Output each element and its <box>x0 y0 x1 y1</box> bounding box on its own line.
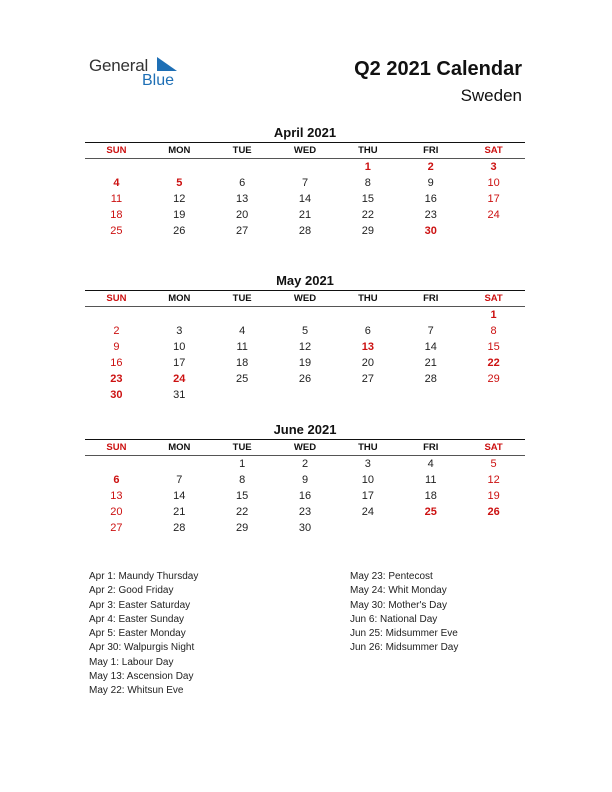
holiday-item: Jun 6: National Day <box>350 613 438 625</box>
day-cell: 9 <box>113 341 120 353</box>
weekday-fri: FRI <box>423 442 439 453</box>
empty-cell <box>399 387 462 403</box>
holiday-item: Apr 3: Easter Saturday <box>89 599 191 611</box>
holiday-item: Apr 1: Maundy Thursday <box>89 571 199 582</box>
day-cell: 12 <box>298 341 312 353</box>
day-cell: 14 <box>424 341 437 353</box>
week-row <box>85 387 525 403</box>
country-name: Sweden <box>460 86 522 105</box>
month-title: June 2021 <box>273 422 337 437</box>
weekday-wed: WED <box>293 293 317 304</box>
day-cell: 17 <box>361 490 374 502</box>
day-cell: 23 <box>424 209 437 221</box>
day-cell: 21 <box>173 506 186 518</box>
day-cell: 8 <box>490 325 497 337</box>
day-cell: 21 <box>424 357 437 369</box>
month-june <box>85 422 525 536</box>
day-cell: 4 <box>239 325 246 337</box>
day-cell: 31 <box>173 389 186 401</box>
holiday-item: May 22: Whitsun Eve <box>89 685 184 697</box>
day-cell: 29 <box>361 225 374 237</box>
day-cell: 20 <box>361 357 374 369</box>
weekday-mon: MON <box>168 145 191 156</box>
day-cell: 24 <box>361 506 374 518</box>
day-cell: 10 <box>173 341 186 353</box>
day-cell: 24 <box>487 209 500 221</box>
empty-cell <box>148 159 211 175</box>
holiday-item: May 24: Whit Monday <box>350 585 447 597</box>
brand-logo <box>89 56 175 89</box>
day-cell: 22 <box>236 506 249 518</box>
day-cell: 15 <box>487 341 500 353</box>
day-cell: 23 <box>110 373 123 385</box>
day-cell: 7 <box>176 474 183 486</box>
day-cell: 1 <box>364 161 371 173</box>
holiday-item: May 30: Mother's Day <box>350 599 447 611</box>
day-cell: 24 <box>173 373 186 385</box>
weekday-wed: WED <box>293 442 317 453</box>
day-cell: 18 <box>110 209 123 221</box>
flag-icon <box>157 57 177 73</box>
weekday-tue: TUE <box>232 293 252 304</box>
day-cell: 16 <box>424 193 437 205</box>
day-cell: 19 <box>487 490 500 502</box>
day-cell: 19 <box>173 209 186 221</box>
empty-cell <box>85 159 148 175</box>
week-row <box>85 339 525 355</box>
holiday-item: Apr 4: Easter Sunday <box>89 613 185 625</box>
weekday-mon: MON <box>168 442 191 453</box>
holiday-list-right <box>350 570 458 656</box>
empty-cell <box>399 307 462 323</box>
holiday-list-left <box>89 570 198 699</box>
week-row <box>85 472 525 488</box>
empty-cell <box>148 307 211 323</box>
day-cell: 11 <box>110 193 123 205</box>
day-cell: 26 <box>487 506 500 518</box>
day-cell: 10 <box>361 474 374 486</box>
day-cell: 21 <box>298 209 312 221</box>
day-cell: 12 <box>173 193 186 205</box>
holiday-item: Jun 25: Midsummer Eve <box>350 628 458 640</box>
day-cell: 26 <box>173 225 186 237</box>
day-cell: 17 <box>487 193 500 205</box>
day-cell: 13 <box>361 341 374 353</box>
day-cell: 25 <box>236 373 249 385</box>
day-cell: 22 <box>361 209 374 221</box>
day-cell: 10 <box>487 177 500 189</box>
holiday-item: May 23: Pentecost <box>350 571 433 582</box>
weekday-fri: FRI <box>423 145 439 156</box>
weekday-mon: MON <box>168 293 191 304</box>
weekday-tue: TUE <box>232 145 252 156</box>
week-row <box>85 504 525 520</box>
day-cell: 19 <box>298 357 312 369</box>
week-row <box>85 207 525 223</box>
weekday-header-row <box>85 440 525 456</box>
day-cell: 4 <box>427 458 434 470</box>
weekday-thu: THU <box>358 442 378 453</box>
month-may <box>85 273 525 403</box>
holiday-item: Apr 5: Easter Monday <box>89 628 186 640</box>
week-row <box>85 520 525 536</box>
week-row <box>85 191 525 207</box>
day-cell: 13 <box>236 193 249 205</box>
day-cell: 29 <box>487 373 500 385</box>
day-cell: 6 <box>239 177 246 189</box>
day-cell: 7 <box>427 325 434 337</box>
day-cell: 30 <box>424 225 437 237</box>
day-cell: 27 <box>361 373 374 385</box>
day-cell: 2 <box>113 325 120 337</box>
weekday-header-row <box>85 143 525 159</box>
weekday-sat: SAT <box>484 442 503 453</box>
empty-cell <box>211 159 274 175</box>
week-row <box>85 323 525 339</box>
day-cell: 6 <box>364 325 371 337</box>
holiday-item: Apr 30: Walpurgis Night <box>89 642 195 654</box>
day-cell: 13 <box>110 490 123 502</box>
day-cell: 28 <box>298 225 312 237</box>
day-cell: 5 <box>176 177 183 189</box>
empty-cell <box>336 520 399 536</box>
empty-cell <box>274 307 337 323</box>
day-cell: 2 <box>427 161 434 173</box>
day-cell: 5 <box>301 325 309 337</box>
day-cell: 11 <box>236 341 248 353</box>
empty-cell <box>211 307 274 323</box>
day-cell: 4 <box>113 177 120 189</box>
empty-cell <box>274 159 337 175</box>
week-row <box>85 456 525 472</box>
weekday-sat: SAT <box>484 145 503 156</box>
holiday-item: Jun 26: Midsummer Day <box>350 642 459 654</box>
day-cell: 28 <box>424 373 437 385</box>
day-cell: 12 <box>487 474 500 486</box>
holiday-item: May 13: Ascension Day <box>89 671 194 683</box>
week-row <box>85 371 525 387</box>
empty-cell <box>211 387 274 403</box>
weekday-sun: SUN <box>106 442 127 453</box>
day-cell: 15 <box>361 193 374 205</box>
empty-cell <box>399 520 462 536</box>
weekday-thu: THU <box>358 293 378 304</box>
day-cell: 28 <box>173 522 186 534</box>
day-cell: 17 <box>173 357 186 369</box>
day-cell: 27 <box>110 522 123 534</box>
day-cell: 3 <box>490 161 497 173</box>
day-cell: 29 <box>236 522 249 534</box>
holiday-item: May 1: Labour Day <box>89 656 174 668</box>
day-cell: 3 <box>364 458 371 470</box>
week-row <box>85 223 525 239</box>
empty-cell <box>336 307 399 323</box>
day-cell: 27 <box>236 225 249 237</box>
day-cell: 7 <box>301 177 309 189</box>
day-cell: 1 <box>490 309 497 321</box>
week-row <box>85 488 525 504</box>
day-cell: 16 <box>298 490 312 502</box>
week-row <box>85 159 525 175</box>
day-cell: 25 <box>424 506 437 518</box>
week-row <box>85 355 525 371</box>
day-cell: 8 <box>239 474 246 486</box>
week-row <box>85 175 525 191</box>
month-april <box>85 125 525 239</box>
day-cell: 11 <box>425 474 437 486</box>
day-cell: 16 <box>110 357 123 369</box>
day-cell: 2 <box>301 458 309 470</box>
month-title: May 2021 <box>276 273 334 288</box>
day-cell: 23 <box>298 506 312 518</box>
empty-cell <box>85 307 148 323</box>
weekday-sun: SUN <box>106 293 127 304</box>
empty-cell <box>462 387 525 403</box>
empty-cell <box>462 520 525 536</box>
weekday-sun: SUN <box>106 145 127 156</box>
day-cell: 30 <box>298 522 312 534</box>
weekday-thu: THU <box>358 145 378 156</box>
brand-word-general: General <box>89 56 149 75</box>
empty-cell <box>274 387 337 403</box>
holiday-item: Apr 2: Good Friday <box>89 585 174 597</box>
day-cell: 6 <box>113 474 120 486</box>
day-cell: 26 <box>298 373 312 385</box>
day-cell: 20 <box>110 506 123 518</box>
day-cell: 22 <box>487 357 500 369</box>
empty-cell <box>336 387 399 403</box>
weekday-tue: TUE <box>232 442 252 453</box>
day-cell: 25 <box>110 225 123 237</box>
day-cell: 18 <box>424 490 437 502</box>
brand-word-blue: Blue <box>142 72 175 89</box>
weekday-header-row <box>85 291 525 307</box>
day-cell: 5 <box>490 458 497 470</box>
day-cell: 18 <box>236 357 249 369</box>
day-cell: 3 <box>176 325 183 337</box>
weekday-wed: WED <box>293 145 317 156</box>
day-cell: 14 <box>298 193 312 205</box>
day-cell: 8 <box>364 177 371 189</box>
page-title: Q2 2021 Calendar <box>354 58 522 80</box>
empty-cell <box>85 456 148 472</box>
day-cell: 9 <box>301 474 309 486</box>
week-row <box>85 307 525 323</box>
day-cell: 15 <box>236 490 249 502</box>
day-cell: 30 <box>110 389 123 401</box>
month-title: April 2021 <box>273 125 337 140</box>
weekday-fri: FRI <box>423 293 439 304</box>
day-cell: 20 <box>236 209 249 221</box>
empty-cell <box>148 456 211 472</box>
empty-cell <box>462 223 525 239</box>
day-cell: 1 <box>239 458 246 470</box>
weekday-sat: SAT <box>484 293 503 304</box>
day-cell: 14 <box>173 490 186 502</box>
day-cell: 9 <box>427 177 434 189</box>
